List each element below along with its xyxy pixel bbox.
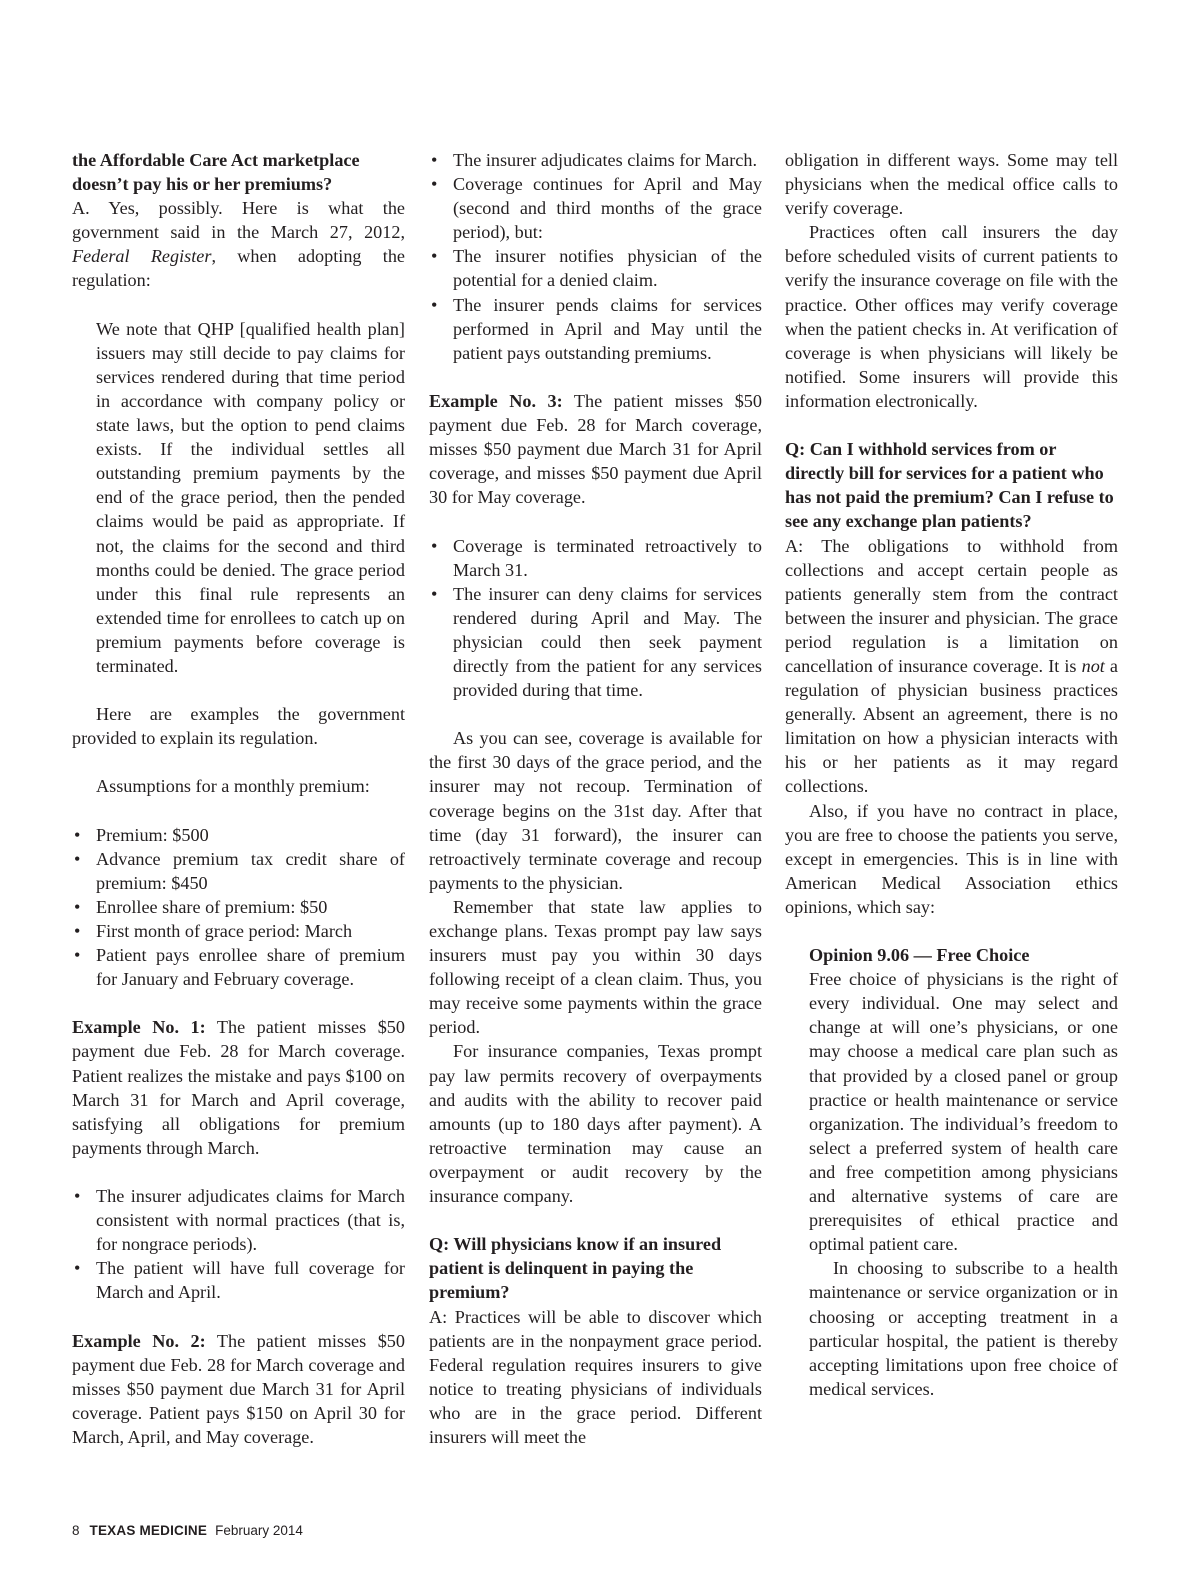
example-2-list — [429, 148, 762, 365]
example-1 — [72, 1015, 405, 1160]
example-3-label: Example No. 3: — [429, 390, 563, 411]
examples-intro: Here are examples the government provided to explain its regulation. — [72, 704, 405, 749]
body-paragraph: As you can see, coverage is available for the first 30 days of the grace period, and the insurer may not recoup. Termination of coverage begins on the 31st day. After that time (day 31 forward), the insurer can retroactively terminate coverage and recoup payments to the physician. — [429, 728, 762, 893]
example-1-text: The patient misses $50 payment due Feb. 28 for March coverage. Patient realizes the mistake and pays $100 on March 31 for March and April coverage, satisfying all obligations for premium payments through March. — [72, 1017, 405, 1158]
question-heading: Q: Can I withhold services from or directly bill for services for a patient who has not paid the premium? Can I refuse to see any exchange plan patients? — [785, 439, 1114, 532]
regulation-quote: We note that QHP [qualified health plan] issuers may still decide to pay claims for services rendered during that time period in accordance with company policy or state laws, but the option to pend claims exists. If the individual settles all outstanding premium payments by the end of the grace period, then the pended claims would be paid as appropriate. If not, the claims for the second and third months could be denied. The grace period under this final rule represents an extended time for enrollees to catch up on premium payments before coverage is terminated. — [96, 318, 405, 676]
list-item: • Coverage is terminated retroactively to March 31. — [429, 534, 762, 582]
body-paragraph: Practices often call insurers the day before scheduled visits of current patients to verify the insurance coverage on file with the practice. Other offices may verify coverage when the patient checks in. At verification of coverage is when physicians will likely be notified. Some insurers will provide this information electronically. — [785, 222, 1118, 411]
assumptions-intro: Assumptions for a monthly premium: — [96, 776, 370, 797]
opinion-paragraph: In choosing to subscribe to a health maintenance or service organization or in choosing or accepting treatment in a particular hospital, the patient is thereby accepting limitations upon free choice of medical services. — [809, 1258, 1118, 1399]
column-2 — [429, 148, 762, 1449]
page-footer — [72, 1523, 303, 1538]
page-number: 8 — [72, 1523, 80, 1538]
list-item: • Advance premium tax credit share of premium: $450 — [72, 847, 405, 895]
opinion-paragraph: Free choice of physicians is the right of every individual. One may select and change at will one’s physicians, or one may choose a medical care plan such as that provided by a closed panel or group practice or health maintenance or service organization. The individual’s freedom to select a preferred system of health care and free competition among physicians and alternative systems of care are prerequisites of ethical practice and optimal patient care. — [809, 969, 1118, 1255]
body-paragraph: Remember that state law applies to exchange plans. Texas prompt pay law says insurers must pay you within 30 days following receipt of a clean claim. Thus, you may receive some payments within the grace period. — [429, 896, 762, 1038]
list-item: • The insurer can deny claims for services rendered during April and May. The physician could then seek payment directly from the patient for any services provided during that time. — [429, 582, 762, 702]
example-3 — [429, 389, 762, 509]
ama-opinion — [809, 943, 1118, 1401]
list-item: • The insurer adjudicates claims for March consistent with normal practices (that is, for nongrace periods). — [72, 1184, 405, 1256]
list-item: • Patient pays enrollee share of premium for January and February coverage. — [72, 943, 405, 991]
body-paragraph: Also, if you have no contract in place, you are free to choose the patients you serve, except in emergencies. This is in line with American Medical Association ethics opinions, which say: — [785, 800, 1118, 917]
answer-italic: Federal Register — [72, 246, 212, 267]
column-3 — [785, 148, 1118, 1401]
answer-text: A: The obligations to withhold from collections and accept certain people as patients generally stem from the contract between the insurer and physician. The grace period regulation is a limitation on cancellation of insurance coverage. It is — [785, 535, 1118, 676]
example-2-label: Example No. 2: — [72, 1330, 206, 1351]
body-paragraph: For insurance companies, Texas prompt pay law permits recovery of overpayments and audits with the ability to recover paid amounts (up to 180 days after payment). A retroactive termination may cause an overpayment or audit recovery by the insurance company. — [429, 1041, 762, 1207]
question-heading: Q: Will physicians know if an insured patient is delinquent in paying the premium? — [429, 1234, 722, 1303]
answer-continued: obligation in different ways. Some may tell physicians when the medical office calls to verify coverage. — [785, 150, 1118, 219]
answer-text: A. Yes, possibly. Here is what the government said in the March 27, 2012, — [72, 198, 405, 243]
answer-paragraph — [72, 196, 405, 292]
example-3-list — [429, 534, 762, 703]
example-3-text: The patient misses $50 payment due Feb. 28 for March coverage, misses $50 payment due March 31 for April coverage, and misses $50 payment due April 30 for May coverage. — [429, 390, 762, 508]
example-1-label: Example No. 1: — [72, 1017, 206, 1038]
answer-text-end: , when adopting the regulation: — [72, 246, 405, 291]
list-item: • Premium: $500 — [72, 823, 405, 847]
list-item: • Enrollee share of premium: $50 — [72, 895, 405, 919]
answer-paragraph: A: Practices will be able to discover which patients are in the nonpayment grace period. Federal regulation requires insurers to give notice to treating physicians of individuals who are in the grace period. Different insurers will meet the — [429, 1306, 762, 1447]
column-1 — [72, 148, 405, 1449]
list-item: • The insurer pends claims for services performed in April and May until the patient pays outstanding premiums. — [429, 293, 762, 365]
example-2 — [72, 1329, 405, 1449]
list-item: • The insurer notifies physician of the potential for a denied claim. — [429, 244, 762, 292]
example-1-list — [72, 1184, 405, 1304]
answer-text-end: a regulation of physician business practices generally. Absent an agreement, there is no limitation on how a physician interacts with his or her patients as it may regard collections. — [785, 655, 1118, 797]
list-item: • The patient will have full coverage for March and April. — [72, 1256, 405, 1304]
list-item: • Coverage continues for April and May (second and third months of the grace period), but: — [429, 172, 762, 244]
answer-italic: not — [1081, 655, 1105, 676]
answer-paragraph — [785, 534, 1118, 799]
list-item: • The insurer adjudicates claims for March. — [429, 148, 762, 172]
assumptions-list — [72, 823, 405, 992]
issue-date: February 2014 — [215, 1523, 303, 1538]
list-item: • First month of grace period: March — [72, 919, 405, 943]
question-heading-continued: the Affordable Care Act marketplace doesn’t pay his or her premiums? — [72, 150, 360, 195]
magazine-name: TEXAS MEDICINE — [89, 1523, 208, 1538]
opinion-title: Opinion 9.06 — Free Choice — [809, 945, 1030, 966]
example-2-text: The patient misses $50 payment due Feb. 28 for March coverage and misses $50 payment due March 31 for April coverage. Patient pays $150 on April 30 for March, April, and May coverage. — [72, 1330, 405, 1447]
